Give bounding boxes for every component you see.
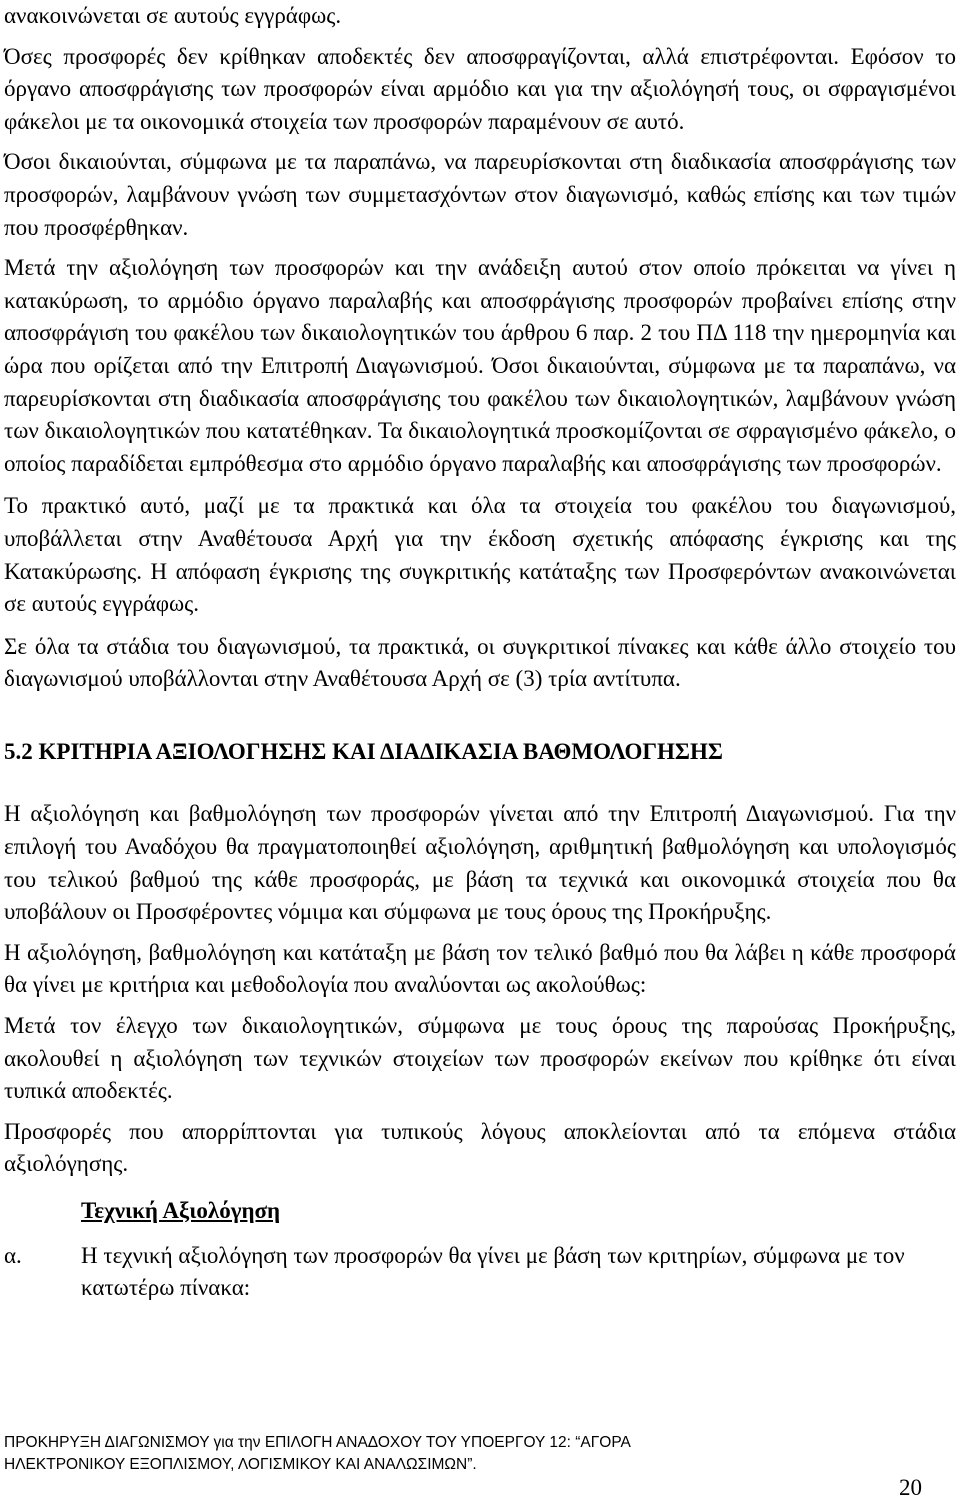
paragraph-opening-attendance: Όσοι δικαιούνται, σύμφωνα με τα παραπάνω, να παρευρίσκονται στη διαδικασία αποσφράγισης των προσφορών, λαμβάνουν γνώση των συμμετασχόντων στον διαγωνισμό, καθώς επίσης και των τιμών που προσφέρθηκαν. (4, 149, 956, 240)
paragraph-unaccepted-offers: Όσες προσφορές δεν κρίθηκαν αποδεκτές δεν αποσφραγίζονται, αλλά επιστρέφονται. Εφόσον το όργανο αποσφράγισης των προσφορών είναι αρμόδιο και για την αξιολόγησή τους, οι σφραγισμένοι φάκελοι με τα οικονομικά στοιχεία των προσφορών παραμένουν σε αυτό. (4, 43, 956, 134)
paragraph-all-stages: Σε όλα τα στάδια του διαγωνισμού, τα πρακτικά, οι συγκριτικοί πίνακες και κάθε άλλο στοιχείο του διαγωνισμού υποβάλλονται στην Αναθέτουσα Αρχή σε (3) τρία αντίτυπα. (4, 633, 956, 692)
page-number: 20 (899, 1475, 922, 1500)
paragraph-continuation: ανακοινώνεται σε αυτούς εγγράφως. (4, 3, 342, 28)
footer-line-1: ΠΡΟΚΗΡΥΞΗ ΔΙΑΓΩΝΙΣΜΟΥ για την ΕΠΙΛΟΓΗ ΑΝΑΔΟΧΟΥ ΤΟΥ ΥΠΟΕΡΓΟΥ 12: “ΑΓΟΡΑ (4, 1434, 631, 1451)
subheading-technical-evaluation: Τεχνική Αξιολόγηση (81, 1198, 281, 1223)
list-item-text: Η τεχνική αξιολόγηση των προσφορών θα γίνει με βάση των κριτηρίων, σύμφωνα με τον κατωτέρω πίνακα: (81, 1242, 905, 1301)
paragraph-evaluation-method: Η αξιολόγηση, βαθμολόγηση και κατάταξη με βάση τον τελικό βαθμό που θα λάβει η κάθε προσφορά θα γίνει με κριτήρια και μεθοδολογία που αναλύονται ως ακολούθως: (4, 939, 956, 998)
footer-line-2: ΗΛΕΚΤΡΟΝΙΚΟΥ ΕΞΟΠΛΙΣΜΟΥ, ΛΟΓΙΣΜΙΚΟΥ ΚΑΙ ΑΝΑΛΩΣΙΜΩΝ”. (4, 1456, 477, 1473)
paragraph-evaluation-intro: Η αξιολόγηση και βαθμολόγηση των προσφορών γίνεται από την Επιτροπή Διαγωνισμού. Για την επιλογή του Αναδόχου θα πραγματοποιηθεί αξιολόγηση, αριθμητική βαθμολόγηση και υπολογισμός του τελικού βαθμού της κάθε προσφοράς, με βάση τα τεχνικά και οικονομικά στοιχεία που θα υποβάλουν οι Προσφέροντες νόμιμα και σύμφωνα με τους όρους της Προκήρυξης. (4, 801, 956, 925)
paragraph-technical-review: Μετά τον έλεγχο των δικαιολογητικών, σύμφωνα με τους όρους της παρούσας Προκήρυξης, ακολουθεί η αξιολόγηση των τεχνικών στοιχείων των προσφορών εκείνων που κρίθηκε ότι είναι τυπικά αποδεκτές. (4, 1013, 956, 1104)
document-page (4, 0, 956, 1305)
list-marker: α. (4, 1242, 22, 1268)
page-footer (4, 1432, 884, 1476)
paragraph-supporting-documents: Μετά την αξιολόγηση των προσφορών και την ανάδειξη αυτού στον οποίο πρόκειται να γίνει η κατακύρωση, το αρμόδιο όργανο παραλαβής και αποσφράγισης προσφορών προβαίνει επίσης στην αποσφράγιση του φακέλου των δικαιολογητικών του άρθρου 6 παρ. 2 του ΠΔ 118 την ημερομηνία και ώρα που ορίζεται από την Επιτροπή Διαγωνισμού. Όσοι δικαιούνται, σύμφωνα με τα παραπάνω, να παρευρίσκονται στη διαδικασία αποσφράγισης του φακέλου των δικαιολογητικών, λαμβάνουν γνώση των δικαιολογητικών που κατατέθηκαν. Τα δικαιολογητικά προσκομίζονται σε σφραγισμένο φάκελο, ο οποίος παραδίδεται εμπρόθεσμα στο αρμόδιο όργανο παραλαβής και αποσφράγισης των προσφορών. (4, 255, 956, 476)
paragraph-rejected-offers: Προσφορές που απορρίπτονται για τυπικούς λόγους αποκλείονται από τα επόμενα στάδια αξιολόγησης. (4, 1118, 956, 1177)
section-heading: 5.2 ΚΡΙΤΗΡΙΑ ΑΞΙΟΛΟΓΗΣΗΣ ΚΑΙ ΔΙΑΔΙΚΑΣΙΑ ΒΑΘΜΟΛΟΓΗΣΗΣ (4, 738, 723, 764)
paragraph-minutes-approval: Το πρακτικό αυτό, μαζί με τα πρακτικά και όλα τα στοιχεία του φακέλου του διαγωνισμού, υποβάλλεται στην Αναθέτουσα Αρχή για την έκδοση σχετικής απόφασης έγκρισης και της Κατακύρωσης. Η απόφαση έγκρισης της συγκριτικής κατάταξης των Προσφερόντων ανακοινώνεται σε αυτούς εγγράφως. (4, 493, 956, 617)
list-item (4, 1240, 956, 1305)
